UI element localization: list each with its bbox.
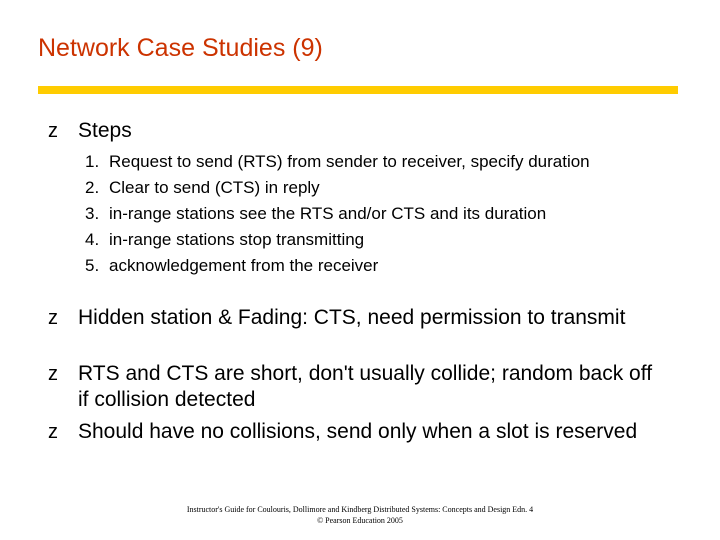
bullet-text: RTS and CTS are short, don't usually collide; random back off if collision detected [78, 362, 653, 411]
bullet-glyph: z [48, 307, 58, 329]
slide-title: Network Case Studies (9) [38, 34, 323, 62]
step-number: 3. [85, 204, 100, 223]
bullet-glyph: z [48, 120, 58, 142]
step-item [85, 253, 685, 279]
bullet-text: Should have no collisions, send only when a slot is reserved [78, 420, 638, 443]
steps-list [85, 149, 685, 279]
step-number: 1. [85, 152, 100, 171]
bullet-glyph: z [48, 421, 58, 443]
bullet-glyph: z [48, 363, 58, 385]
step-item [85, 227, 685, 253]
step-number: 2. [85, 178, 100, 197]
step-item [85, 201, 685, 227]
step-item [85, 149, 609, 175]
bullet-text: Hidden station & Fading: CTS, need permission to transmit [78, 306, 626, 329]
step-number: 4. [85, 230, 100, 249]
step-text: in-range stations stop transmitting [109, 230, 365, 249]
bullet-text: Steps [78, 119, 132, 142]
step-text: Clear to send (CTS) in reply [109, 178, 320, 197]
step-text: acknowledgement from the receiver [109, 256, 379, 275]
step-number: 5. [85, 256, 100, 275]
step-item [85, 175, 685, 201]
step-text: Request to send (RTS) from sender to receiver, specify duration [109, 152, 590, 171]
footer-copyright: © Pearson Education 2005 [317, 516, 403, 525]
title-underline [38, 86, 678, 94]
step-text: in-range stations see the RTS and/or CTS and its duration [109, 204, 547, 223]
footer-citation: Instructor's Guide for Coulouris, Dollimore and Kindberg Distributed Systems: Concepts and Design Edn. 4 [186, 505, 534, 514]
